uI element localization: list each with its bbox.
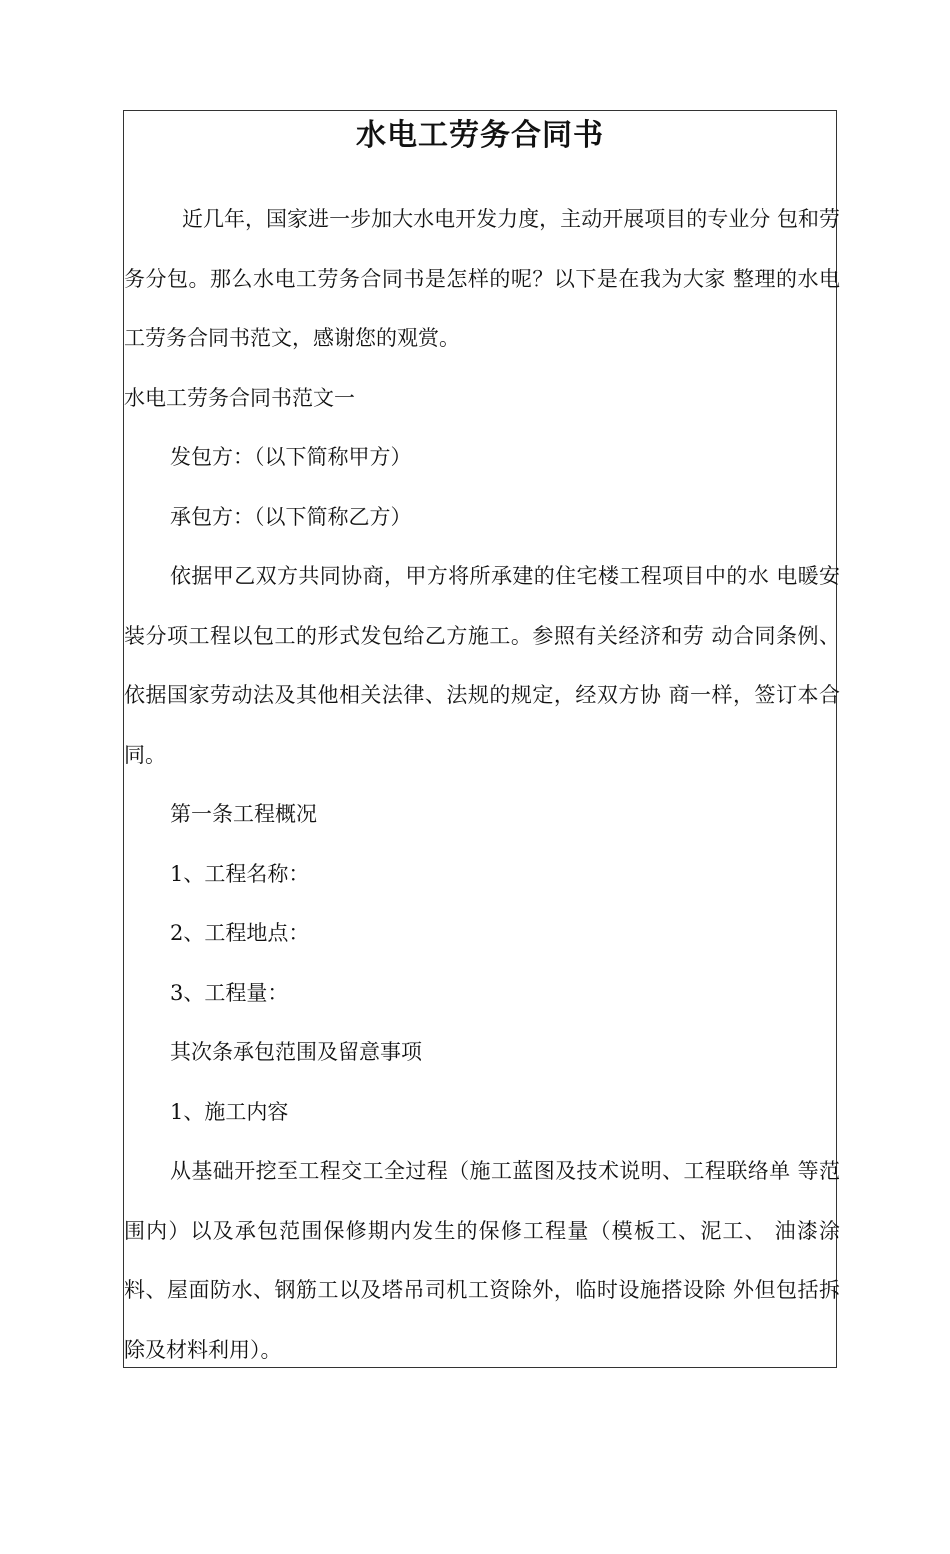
section-title: 水电工劳务合同书范文一 (124, 385, 355, 410)
preamble-paragraph: 依据甲乙双方共同协商，甲方将所承建的住宅楼工程项目中的水 电暖安装分项工程以包工的形式发包给乙方施工。参照有关经济和劳 动合同条例、依据国家劳动法及其他相关法律、法规的规定，经双方协 商一样，签订本合同。 (124, 564, 840, 767)
intro-paragraph: 近几年，国家进一步加大水电开发力度，主动开展项目的专业分 包和劳务分包。那么水电工劳务合同书是怎样的呢？以下是在我为大家 整理的水电工劳务合同书范文，感谢您的观赏。 (124, 207, 840, 350)
party-a-line: 发包方：（以下简称甲方） (170, 445, 412, 469)
article2-body-paragraph: 从基础开挖至工程交工全过程（施工蓝图及技术说明、工程联络单 等范围内）以及承包范围保修期内发生的保修工程量（模板工、泥工、 油漆涂料、屋面防水、钢筋工以及塔吊司机工资除外，临时设施搭设除 外但包括拆除及材料利用）。 (124, 1159, 840, 1362)
party-b-line: 承包方：（以下简称乙方） (170, 504, 412, 529)
article1-item-location: 2、工程地点： (170, 921, 310, 945)
article1-item-name: 1、工程名称： (170, 861, 310, 886)
article1-item-quantity: 3、工程量： (170, 980, 289, 1005)
document-title: 水电工劳务合同书 (356, 118, 604, 153)
article2-title: 其次条承包范围及留意事项 (170, 1040, 422, 1064)
article2-item-content: 1、施工内容 (170, 1099, 289, 1124)
article1-title: 第一条工程概况 (170, 802, 317, 826)
document-body (124, 190, 840, 1380)
